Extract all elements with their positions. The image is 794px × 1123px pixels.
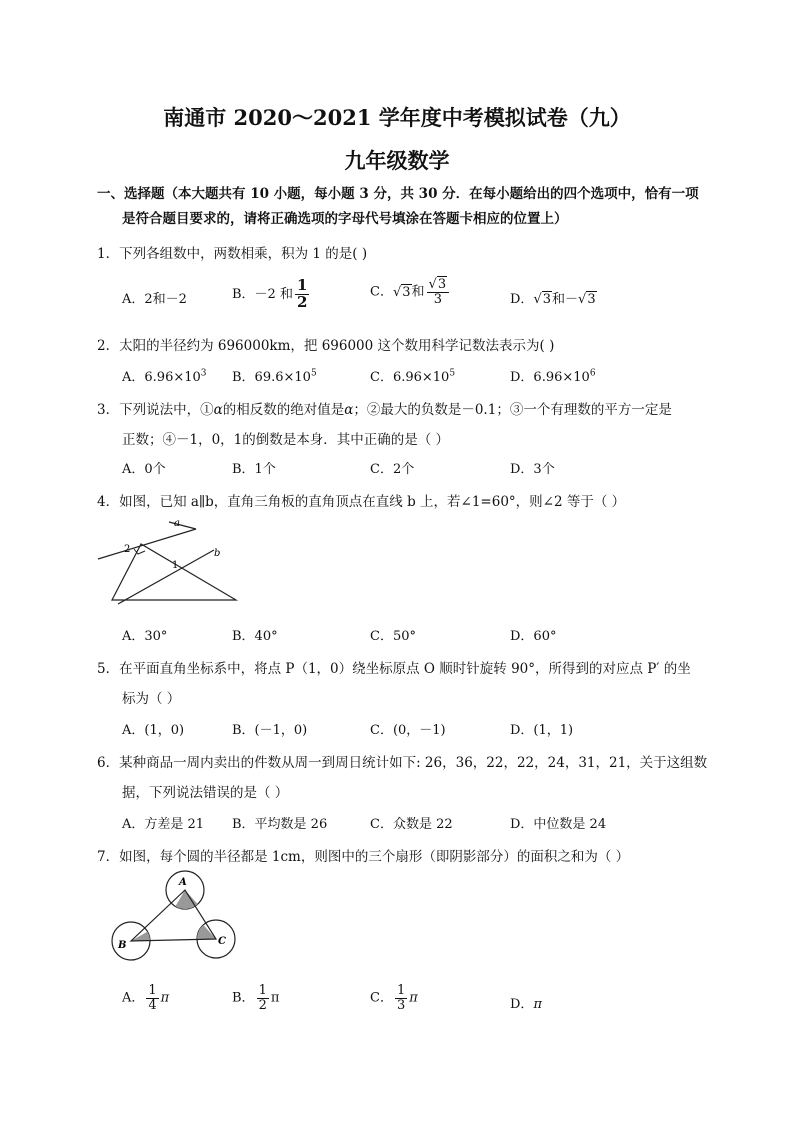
label-B: B — [118, 940, 127, 951]
line-a — [98, 529, 196, 559]
label-a: a — [174, 518, 180, 529]
q2-option-a: A．$6.96\times 10^3$ — [122, 368, 207, 385]
q1-option-d-prefix: D． — [510, 292, 534, 307]
q1-option-b-denominator: 2 — [296, 292, 308, 311]
sector-b — [131, 932, 150, 941]
q1-option-b-prefix: B．－2 和 — [232, 286, 293, 302]
q5-option-c: C．(0，－1) — [370, 723, 446, 738]
q2-option-c: C．$6.96\times 10^5$ — [370, 368, 456, 385]
q6-stem-line2: 据，下列说法错误的是（ ） — [122, 785, 289, 801]
q7-option-c: C． $\frac{1}{3}$ π — [370, 983, 418, 1013]
sector-c — [197, 925, 216, 939]
q7-option-a: A． $\frac{1}{4}$ π — [122, 983, 170, 1013]
q1-option-d-radicand-1: 3 — [542, 292, 552, 307]
q1-option-c-prefix: C． — [370, 284, 393, 300]
q7-figure — [106, 868, 242, 964]
q4-option-b: B．40° — [232, 629, 278, 644]
q7-option-d: D．π — [510, 997, 542, 1012]
exam-title: 南通市 2020～2021 学年度中考模拟试卷（九） — [163, 105, 631, 130]
label-b: b — [214, 548, 221, 559]
label-A: A — [179, 877, 187, 888]
q4-option-d: D．60° — [510, 629, 557, 644]
q1-option-c-radicand: 3 — [402, 284, 411, 300]
q3-option-b: B．1个 — [232, 462, 276, 477]
q7-option-b: B． $\frac{1}{2}$ π — [232, 983, 280, 1013]
q5-option-a: A．(1，0) — [122, 723, 185, 738]
q4-stem: 4．如图，已知 a∥b，直角三角板的直角顶点在直线 b 上，若∠1=60°，则∠2 等于（ ） — [97, 494, 626, 510]
q1-stem: 1．下列各组数中，两数相乘，积为 1 的是( ) — [97, 246, 368, 262]
q5-stem-line2: 标为（ ） — [122, 691, 181, 707]
q1-option-c-and: 和 — [411, 284, 425, 300]
q5-stem-line1: 5．在平面直角坐标系中，将点 P（1，0）绕坐标原点 O 顺时针旋转 90°，所得到的对应点 P′ 的坐 — [97, 661, 691, 677]
q5-option-d: D．(1，1) — [510, 723, 574, 738]
q3-stem-line1: 3．下列说法中，①α的相反数的绝对值是α；②最大的负数是－0.1；③一个有理数的平方一定是 — [97, 402, 672, 418]
section-heading-line2: 是符合题目要求的，请将正确选项的字母代号填涂在答题卡相应的位置上） — [122, 211, 568, 227]
q3-option-d: D．3个 — [510, 462, 555, 477]
q1-option-d: D．√3和－√3 — [510, 292, 596, 307]
q2-option-b: B．$69.6\times 10^5$ — [232, 368, 317, 385]
q3-stem-line2: 正数；④－1，0，1的倒数是本身．其中正确的是（ ） — [122, 432, 450, 448]
q6-option-a: A．方差是 21 — [122, 817, 205, 832]
q5-option-b: B．(－1，0) — [232, 723, 308, 738]
exam-subtitle: 九年级数学 — [344, 148, 450, 173]
q1-option-a: A．2和－2 — [122, 292, 187, 307]
q3-option-a: A．0个 — [122, 462, 166, 477]
q4-option-c: C．50° — [370, 629, 416, 644]
q1-option-c: C．√3和 $\frac{√3}{3}$ — [370, 278, 451, 306]
label-angle-1: 1 — [172, 560, 179, 571]
q1-option-d-radicand-2: 3 — [587, 292, 596, 307]
q1-option-c-denominator: 3 — [433, 291, 442, 307]
q1-option-c-fraction-radicand: 3 — [437, 277, 447, 292]
label-C: C — [218, 936, 226, 947]
q1-option-b-numerator: 1 — [296, 276, 308, 294]
q2-stem: 2．太阳的半径约为 696000km，把 696000 这个数用科学记数法表示为( ) — [97, 338, 555, 354]
q2-option-d: D．$6.96\times 10^6$ — [510, 368, 596, 385]
q6-option-b: B．平均数是 26 — [232, 817, 328, 832]
q4-option-a: A．30° — [122, 629, 168, 644]
label-angle-2: 2 — [124, 544, 131, 555]
q6-option-d: D．中位数是 24 — [510, 817, 607, 832]
q3-option-c: C．2个 — [370, 462, 415, 477]
q1-option-b — [232, 278, 311, 311]
q7-stem: 7．如图，每个圆的半径都是 1cm，则图中的三个扇形（即阴影部分）的面积之和为（ ） — [97, 849, 630, 865]
q6-stem-line1: 6．某种商品一周内卖出的件数从周一到周日统计如下: 26，36，22，22，24，31，21，关于这组数 — [97, 755, 708, 771]
q4-figure — [96, 512, 241, 608]
q1-option-d-and: 和－ — [552, 292, 579, 307]
q6-option-c: C．众数是 22 — [370, 817, 453, 832]
section-heading-line1: 一、选择题（本大题共有 10 小题，每小题 3 分，共 30 分．在每小题给出的四个选项中，恰有一项 — [97, 186, 699, 202]
